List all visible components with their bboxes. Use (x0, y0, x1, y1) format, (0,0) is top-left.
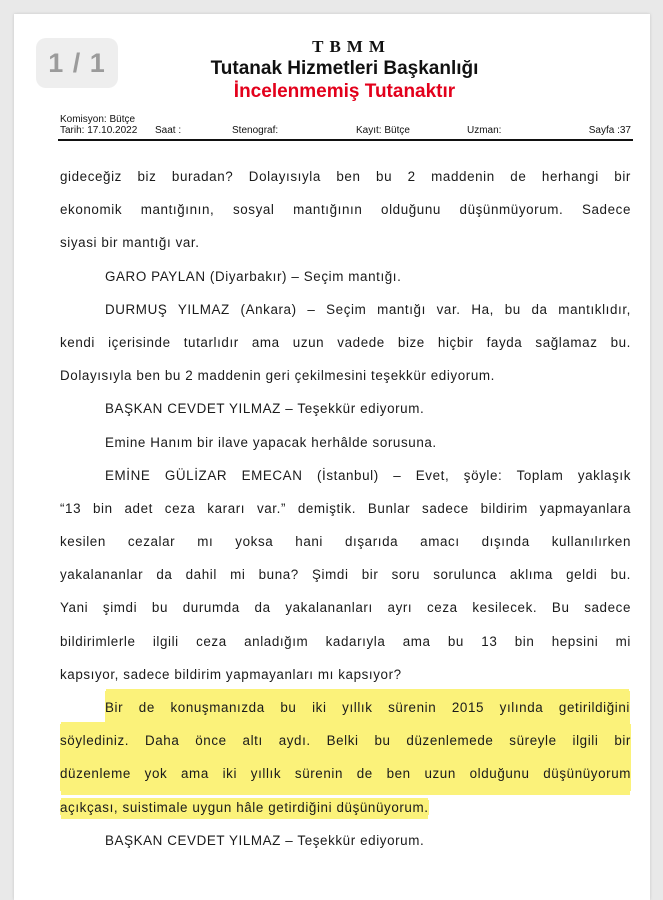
highlighted-text: açıkçası, suistimale uygun hâle getirdiğini düşünüyorum. (60, 799, 429, 815)
transcript-body (60, 160, 631, 857)
transcript-status: İncelenmemiş Tutanaktır (233, 81, 456, 102)
meta-kayit: Kayıt: Bütçe (356, 125, 410, 136)
transcript-line: Yani şimdi bu durumda da yakalananları ayrı ceza kesilecek. Bu sadece (60, 600, 631, 616)
transcript-line: ekonomik mantığının, sosyal mantığının olduğunu düşünmüyorum. Sadece (60, 202, 631, 218)
meta-stenograf: Stenograf: (232, 125, 279, 136)
transcript-line: “13 bin adet ceza kararı var.” demiştik. Bunlar sadece bildirim yapmayanlara (60, 500, 631, 516)
department-title: Tutanak Hizmetleri Başkanlığı (210, 58, 479, 79)
transcript-line: GARO PAYLAN (Diyarbakır) – Seçim mantığı. (105, 268, 402, 284)
transcript-line: BAŞKAN CEVDET YILMAZ – Teşekkür ediyorum. (105, 401, 425, 417)
meta-tarih: Tarih: 17.10.2022 (60, 125, 138, 136)
transcript-line: DURMUŞ YILMAZ (Ankara) – Seçim mantığı var. Ha, bu da mantıklıdır, (105, 301, 631, 317)
institution-title: TBMM (312, 37, 391, 56)
transcript-line: Emine Hanım bir ilave yapacak herhâlde sorusuna. (105, 434, 437, 450)
transcript-line: EMİNE GÜLİZAR EMECAN (İstanbul) – Evet, şöyle: Toplam yaklaşık (105, 467, 631, 483)
meta-sayfa: Sayfa :37 (588, 125, 631, 136)
highlighted-text: Bir de konuşmanızda bu iki yıllık sürenin 2015 yılında getirildiğini (105, 691, 630, 724)
meta-saat: Saat : (155, 125, 182, 136)
transcript-line: kendi içerisinde tutarlıdır ama uzun vadede bize hiçbir fayda sağlamaz bu. (60, 334, 631, 350)
transcript-line: kapsıyor, sadece bildirim yapmayanları mı kapsıyor? (60, 666, 402, 682)
meta-uzman: Uzman: (467, 125, 502, 136)
transcript-line: kesilen cezalar mı yoksa hani dışarıda amacı dışında kullanılırken (60, 534, 631, 550)
transcript-line: BAŞKAN CEVDET YILMAZ – Teşekkür ediyorum. (105, 832, 425, 848)
meta-komisyon: Komisyon: Bütçe (60, 114, 136, 125)
highlighted-line (60, 724, 631, 757)
highlighted-text: düzenleme yok ama iki yıllık sürenin de ben uzun olduğunu düşünüyorum (60, 757, 631, 790)
header-divider (58, 139, 633, 141)
transcript-line: gideceğiz biz buradan? Dolayısıyla ben bu 2 maddenin de herhangi bir (60, 169, 631, 184)
transcript-line: Dolayısıyla ben bu 2 maddenin geri çekilmesini teşekkür ediyorum. (60, 368, 495, 384)
transcript-line: bildirimlerle ilgili ceza anladığım kadarıyla ama bu 13 bin hepsini mi (60, 633, 631, 649)
meta-row (60, 125, 631, 139)
highlighted-line (60, 791, 631, 824)
page-counter-badge: 1 / 1 (36, 38, 118, 88)
highlighted-text: söylediniz. Daha önce altı aydı. Belki bu düzenlemede süreyle ilgili bir (60, 724, 631, 757)
transcript-line: siyasi bir mantığı var. (60, 235, 200, 251)
highlighted-line (60, 757, 631, 790)
highlighted-line (60, 691, 631, 724)
transcript-line: yakalananlar da dahil mi buna? Şimdi bir soru sorulunca aklıma geldi bu. (60, 567, 631, 583)
